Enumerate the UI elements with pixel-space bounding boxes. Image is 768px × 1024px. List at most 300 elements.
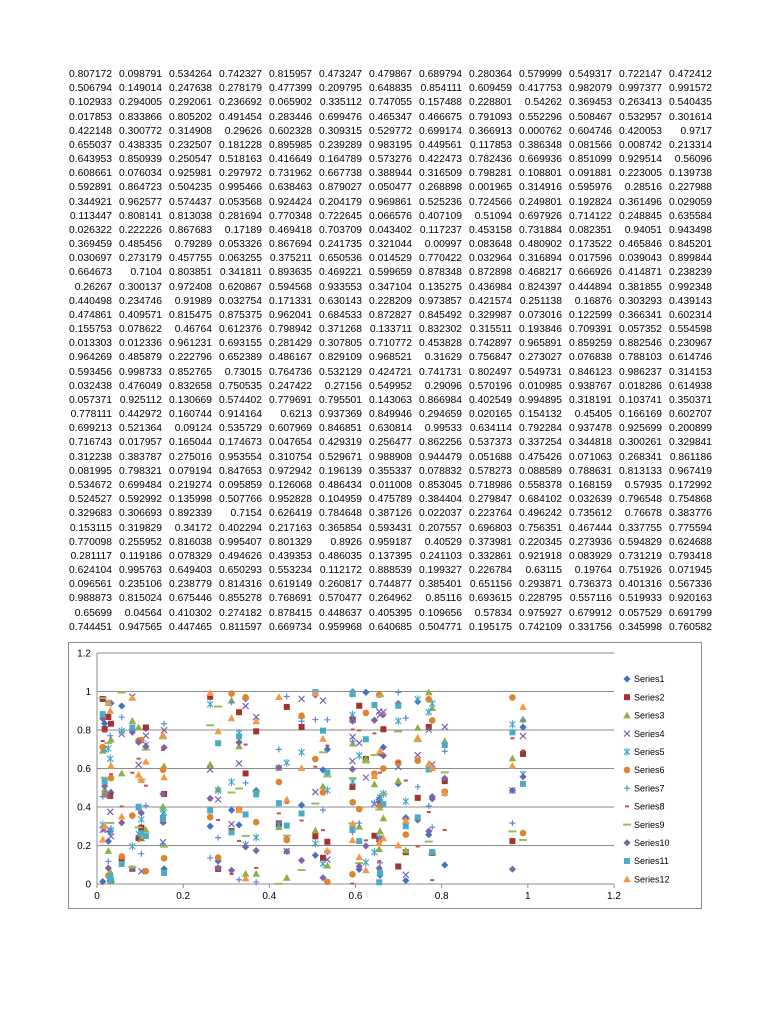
table-cell: 0.29626 xyxy=(224,125,262,137)
table-cell: 0.247638 xyxy=(169,83,212,95)
table-cell: 0.447465 xyxy=(169,621,212,633)
table-cell: 0.864723 xyxy=(119,182,162,194)
table-cell: 0.436984 xyxy=(469,281,512,293)
table-cell: 0.157488 xyxy=(419,97,462,109)
table-cell: 0.081995 xyxy=(69,465,112,477)
table-cell: 0.369453 xyxy=(569,97,612,109)
table-cell: 0.808141 xyxy=(119,210,162,222)
table-cell: 0.961231 xyxy=(169,338,212,350)
table-cell: 0.307805 xyxy=(319,338,362,350)
table-cell: 0.99533 xyxy=(424,423,462,435)
data-point xyxy=(429,717,436,724)
x-tick-label: 0.4 xyxy=(262,891,277,902)
table-cell: 0.595976 xyxy=(569,182,612,194)
table-cell: 0.959968 xyxy=(319,621,362,633)
data-point xyxy=(356,838,362,844)
table-cell: 0.083929 xyxy=(569,550,612,562)
data-point xyxy=(320,728,326,734)
table-cell: 0.332861 xyxy=(469,550,512,562)
table-cell: 0.814316 xyxy=(219,579,262,591)
table-cell: 0.065902 xyxy=(269,97,312,109)
legend-label: Series8 xyxy=(634,801,665,812)
data-point xyxy=(100,711,106,717)
table-cell: 0.350371 xyxy=(669,394,712,406)
table-row xyxy=(68,621,712,635)
table-cell: 0.697926 xyxy=(519,210,562,222)
data-point xyxy=(252,717,260,724)
table-cell: 0.388944 xyxy=(369,168,412,180)
table-cell: 0.741731 xyxy=(419,366,462,378)
table-cell: 0.34172 xyxy=(174,522,212,534)
data-point xyxy=(349,766,356,773)
table-cell: 0.872898 xyxy=(469,267,512,279)
data-point xyxy=(284,759,290,767)
table-cell: 0.209795 xyxy=(319,83,362,95)
data-point xyxy=(228,690,235,697)
table-cell: 0.453828 xyxy=(419,338,462,350)
table-cell: 0.228209 xyxy=(369,295,412,307)
data-point xyxy=(394,777,402,784)
table-cell: 0.030697 xyxy=(69,253,112,265)
legend-label: Series5 xyxy=(634,747,665,757)
table-cell: 0.329841 xyxy=(669,437,712,449)
y-tick-label: 0.6 xyxy=(77,764,91,775)
table-cell: 0.964269 xyxy=(69,352,112,364)
data-point xyxy=(108,721,114,727)
table-cell: 0.724566 xyxy=(469,196,512,208)
data-point xyxy=(312,789,318,795)
table-cell: 0.135275 xyxy=(419,281,462,293)
table-cell: 0.570477 xyxy=(319,593,362,605)
table-cell: 0.113447 xyxy=(69,210,112,222)
table-cell: 0.878415 xyxy=(269,607,312,619)
data-point xyxy=(135,771,143,778)
table-cell: 0.383787 xyxy=(119,451,162,463)
table-cell: 0.862256 xyxy=(419,437,462,449)
y-tick-label: 1 xyxy=(85,687,91,698)
table-cell: 0.534672 xyxy=(69,479,112,491)
table-cell: 0.207557 xyxy=(419,522,462,534)
table-cell: 0.895985 xyxy=(269,139,312,151)
table-cell: 0.861186 xyxy=(669,451,712,463)
table-cell: 0.554598 xyxy=(669,324,712,336)
table-cell: 0.083648 xyxy=(469,239,512,251)
table-cell: 0.959187 xyxy=(369,536,412,548)
table-row xyxy=(68,451,712,465)
table-cell: 0.279847 xyxy=(469,494,512,506)
table-cell: 0.975927 xyxy=(519,607,562,619)
table-cell: 0.578273 xyxy=(469,465,512,477)
table-cell: 0.248845 xyxy=(619,210,662,222)
table-cell: 0.982079 xyxy=(569,83,612,95)
table-cell: 0.409571 xyxy=(119,309,162,321)
legend-label: Series7 xyxy=(634,783,665,794)
table-row xyxy=(68,96,712,110)
table-cell: 0.444894 xyxy=(569,281,612,293)
table-cell: 0.236692 xyxy=(219,97,262,109)
table-cell: 0.010985 xyxy=(519,380,562,392)
table-cell: 0.344818 xyxy=(569,437,612,449)
data-point xyxy=(108,877,114,883)
table-cell: 0.630814 xyxy=(369,423,412,435)
table-cell: 0.429319 xyxy=(319,437,362,449)
data-point xyxy=(395,717,401,725)
table-row xyxy=(68,224,712,238)
table-row xyxy=(68,323,712,337)
data-point xyxy=(160,766,167,773)
data-point xyxy=(215,796,221,802)
table-cell: 0.614938 xyxy=(669,380,712,392)
table-cell: 0.815024 xyxy=(119,593,162,605)
data-point xyxy=(442,742,448,748)
table-cell: 0.867694 xyxy=(269,239,312,251)
table-cell: 0.316509 xyxy=(419,168,462,180)
legend-marker xyxy=(624,694,630,700)
y-tick-label: 0.2 xyxy=(77,841,91,852)
table-cell: 0.735612 xyxy=(569,508,612,520)
table-cell: 0.878348 xyxy=(419,267,462,279)
table-cell: 0.770348 xyxy=(269,210,312,222)
table-cell: 0.303293 xyxy=(619,295,662,307)
table-cell: 0.053326 xyxy=(219,239,262,251)
table-cell: 0.00997 xyxy=(424,239,462,251)
table-cell: 0.108801 xyxy=(519,168,562,180)
table-cell: 0.650293 xyxy=(219,565,262,577)
table-cell: 0.117237 xyxy=(419,224,462,236)
data-point xyxy=(253,847,260,854)
table-cell: 0.85116 xyxy=(425,593,462,605)
data-point xyxy=(207,807,213,813)
legend-label: Series3 xyxy=(634,710,665,721)
table-cell: 0.032964 xyxy=(469,253,512,265)
table-cell: 0.750535 xyxy=(219,380,262,392)
table-cell: 0.829109 xyxy=(319,352,362,364)
table-cell: 0.952828 xyxy=(269,494,312,506)
table-cell: 0.79289 xyxy=(174,239,212,251)
table-cell: 0.217163 xyxy=(269,522,312,534)
table-cell: 0.457755 xyxy=(169,253,212,265)
table-cell: 0.968521 xyxy=(369,352,412,364)
table-cell: 0.594568 xyxy=(269,281,312,293)
legend-marker xyxy=(624,785,630,791)
table-cell: 0.280364 xyxy=(469,69,512,80)
data-point xyxy=(509,729,515,735)
table-cell: 0.635584 xyxy=(669,210,712,222)
table-cell: 0.557116 xyxy=(569,593,612,605)
data-point xyxy=(520,751,526,757)
table-cell: 0.104959 xyxy=(319,494,362,506)
table-cell: 0.573276 xyxy=(369,154,412,166)
table-cell: 0.805202 xyxy=(169,111,212,123)
table-cell: 0.699476 xyxy=(319,111,362,123)
table-cell: 0.153115 xyxy=(69,522,112,534)
table-cell: 0.962041 xyxy=(269,309,312,321)
table-cell: 0.650536 xyxy=(319,253,362,265)
table-cell: 0.938767 xyxy=(569,380,612,392)
data-point xyxy=(99,836,107,843)
table-row xyxy=(68,592,712,606)
table-cell: 0.567336 xyxy=(669,579,712,591)
table-cell: 0.347104 xyxy=(369,281,412,293)
table-cell: 0.997377 xyxy=(619,83,662,95)
table-cell: 0.440498 xyxy=(69,295,112,307)
table-cell: 0.165044 xyxy=(169,437,212,449)
table-cell: 0.722645 xyxy=(319,210,362,222)
table-cell: 0.220345 xyxy=(519,536,562,548)
table-cell: 0.998733 xyxy=(119,366,162,378)
table-cell: 0.788103 xyxy=(619,352,662,364)
data-point xyxy=(105,847,113,854)
table-cell: 0.166169 xyxy=(619,409,662,421)
data-table xyxy=(68,68,712,635)
data-point xyxy=(371,800,377,806)
table-cell: 0.250547 xyxy=(169,154,212,166)
table-cell: 0.174673 xyxy=(219,437,262,449)
table-cell: 0.508467 xyxy=(569,111,612,123)
data-point xyxy=(299,696,305,702)
y-tick-label: 1.2 xyxy=(77,648,91,660)
table-cell: 0.801329 xyxy=(269,536,312,548)
data-point xyxy=(520,781,526,787)
table-cell: 0.693155 xyxy=(219,338,262,350)
data-point xyxy=(519,773,526,780)
table-cell: 0.213314 xyxy=(669,139,712,151)
table-cell: 0.149014 xyxy=(119,83,162,95)
table-cell: 0.693615 xyxy=(469,593,512,605)
table-cell: 0.402549 xyxy=(469,394,512,406)
table-cell: 0.469221 xyxy=(319,267,362,279)
table-cell: 0.309315 xyxy=(319,125,362,137)
table-cell: 0.082351 xyxy=(569,224,612,236)
table-cell: 0.17189 xyxy=(224,224,262,236)
table-cell: 0.768691 xyxy=(269,593,312,605)
table-cell: 0.386348 xyxy=(519,139,562,151)
table-row xyxy=(68,607,712,621)
table-cell: 0.091881 xyxy=(569,168,612,180)
table-cell: 0.854111 xyxy=(420,83,462,95)
table-cell: 0.924424 xyxy=(269,196,312,208)
legend-marker xyxy=(624,731,630,737)
data-point xyxy=(415,795,421,801)
table-cell: 0.709391 xyxy=(569,324,612,336)
data-point xyxy=(380,765,387,772)
x-tick-label: 0.8 xyxy=(434,891,449,902)
table-cell: 0.866984 xyxy=(419,394,462,406)
data-point xyxy=(298,764,306,771)
table-cell: 0.247422 xyxy=(269,380,312,392)
table-cell: 0.306693 xyxy=(119,508,162,520)
table-cell: 0.893635 xyxy=(269,267,312,279)
table-cell: 0.535729 xyxy=(219,423,262,435)
table-cell: 0.859259 xyxy=(569,338,612,350)
table-cell: 0.491454 xyxy=(219,111,262,123)
table-cell: 0.994895 xyxy=(519,394,562,406)
table-cell: 0.31629 xyxy=(424,352,462,364)
table-row xyxy=(68,436,712,450)
table-cell: 0.294005 xyxy=(119,97,162,109)
data-point xyxy=(236,709,242,715)
table-cell: 0.000762 xyxy=(519,125,562,137)
data-point xyxy=(207,814,214,821)
table-cell: 0.281429 xyxy=(269,338,312,350)
table-cell: 0.375211 xyxy=(269,253,312,265)
table-row xyxy=(68,493,712,507)
table-cell: 0.792284 xyxy=(519,423,562,435)
table-cell: 0.011008 xyxy=(369,479,412,491)
table-row xyxy=(68,380,712,394)
table-cell: 0.57935 xyxy=(624,479,662,491)
table-cell: 0.972408 xyxy=(169,281,212,293)
data-point xyxy=(236,877,242,883)
data-point xyxy=(362,842,369,849)
table-cell: 0.40529 xyxy=(424,536,462,548)
table-cell: 0.238779 xyxy=(169,579,212,591)
table-row xyxy=(68,167,712,181)
table-cell: 0.249801 xyxy=(519,196,562,208)
series-series12 xyxy=(99,689,527,881)
table-cell: 0.230967 xyxy=(669,338,712,350)
table-cell: 0.45405 xyxy=(574,409,612,421)
data-point xyxy=(403,797,409,805)
table-cell: 0.8926 xyxy=(330,536,362,548)
legend-marker xyxy=(624,767,631,774)
table-cell: 0.199327 xyxy=(419,565,462,577)
table-cell: 0.051688 xyxy=(469,451,512,463)
data-point xyxy=(324,769,330,775)
data-point xyxy=(118,813,126,820)
table-cell: 0.373981 xyxy=(469,536,512,548)
table-cell: 0.017853 xyxy=(69,111,112,123)
table-cell: 0.476049 xyxy=(119,380,162,392)
table-cell: 0.537373 xyxy=(469,437,512,449)
table-cell: 0.494626 xyxy=(219,550,262,562)
table-cell: 0.574402 xyxy=(219,394,262,406)
data-point xyxy=(143,868,150,875)
data-point xyxy=(349,799,356,806)
table-cell: 0.407109 xyxy=(419,210,462,222)
table-cell: 0.273936 xyxy=(569,536,612,548)
table-row xyxy=(68,366,712,380)
data-point xyxy=(509,762,517,769)
table-cell: 0.813133 xyxy=(619,465,662,477)
table-cell: 0.314916 xyxy=(519,182,562,194)
table-cell: 0.314908 xyxy=(169,125,212,137)
data-point xyxy=(243,811,249,817)
table-cell: 0.297972 xyxy=(219,168,262,180)
table-cell: 0.684102 xyxy=(519,494,562,506)
table-row xyxy=(68,82,712,96)
table-cell: 0.524527 xyxy=(69,494,112,506)
table-cell: 0.387126 xyxy=(369,508,412,520)
table-cell: 0.742897 xyxy=(469,338,512,350)
table-cell: 0.832302 xyxy=(419,324,462,336)
table-cell: 0.319829 xyxy=(119,522,162,534)
data-point xyxy=(356,703,362,709)
table-row xyxy=(68,522,712,536)
data-point xyxy=(349,826,355,832)
table-cell: 0.238239 xyxy=(669,267,712,279)
table-cell: 0.710772 xyxy=(369,338,412,350)
data-point xyxy=(207,823,214,830)
data-point xyxy=(362,866,370,873)
data-point xyxy=(371,702,377,708)
data-point xyxy=(135,723,143,730)
table-row xyxy=(68,125,712,139)
table-cell: 0.608661 xyxy=(69,168,112,180)
table-cell: 0.228795 xyxy=(519,593,562,605)
legend-label: Series4 xyxy=(634,728,665,739)
table-cell: 0.222226 xyxy=(119,224,162,236)
data-point xyxy=(362,689,369,696)
table-cell: 0.168159 xyxy=(569,479,612,491)
data-point xyxy=(414,724,422,731)
table-cell: 0.300261 xyxy=(619,437,662,449)
table-cell: 0.234746 xyxy=(119,295,162,307)
data-point xyxy=(312,833,318,839)
chart-svg xyxy=(69,643,701,908)
data-point xyxy=(380,801,386,807)
table-row xyxy=(68,507,712,521)
table-cell: 0.473247 xyxy=(319,69,362,80)
table-cell: 0.401316 xyxy=(619,579,662,591)
data-point xyxy=(229,699,235,705)
table-cell: 0.770422 xyxy=(419,253,462,265)
table-cell: 0.651156 xyxy=(469,579,512,591)
table-cell: 0.56096 xyxy=(674,154,712,166)
table-cell: 0.193846 xyxy=(519,324,562,336)
table-cell: 0.640685 xyxy=(369,621,412,633)
table-cell: 0.986237 xyxy=(619,366,662,378)
table-cell: 0.813038 xyxy=(169,210,212,222)
table-cell: 0.620867 xyxy=(219,281,262,293)
table-cell: 0.057529 xyxy=(619,607,662,619)
table-cell: 0.196139 xyxy=(319,465,362,477)
table-cell: 0.135998 xyxy=(169,494,212,506)
table-cell: 0.260817 xyxy=(319,579,362,591)
table-cell: 0.76678 xyxy=(624,508,662,520)
table-row xyxy=(68,181,712,195)
table-cell: 0.385401 xyxy=(419,579,462,591)
table-cell: 0.076034 xyxy=(119,168,162,180)
table-cell: 0.995763 xyxy=(119,565,162,577)
table-cell: 0.744451 xyxy=(69,621,112,633)
table-cell: 0.417753 xyxy=(519,83,562,95)
table-cell: 0.669734 xyxy=(269,621,312,633)
data-point xyxy=(129,724,135,730)
data-point xyxy=(99,744,106,751)
table-cell: 0.992348 xyxy=(669,281,712,293)
table-cell: 0.852765 xyxy=(169,366,212,378)
table-cell: 0.504771 xyxy=(419,621,462,633)
data-point xyxy=(402,831,409,838)
table-cell: 0.803851 xyxy=(169,267,212,279)
table-cell: 0.071945 xyxy=(669,565,712,577)
table-cell: 0.630143 xyxy=(319,295,362,307)
table-cell: 0.6213 xyxy=(280,409,312,421)
table-cell: 0.937369 xyxy=(319,409,362,421)
data-point xyxy=(253,833,259,841)
table-cell: 0.664673 xyxy=(69,267,112,279)
table-cell: 0.301614 xyxy=(669,111,712,123)
table-cell: 0.274182 xyxy=(219,607,262,619)
data-point xyxy=(356,751,362,759)
data-point xyxy=(129,842,135,850)
data-point xyxy=(284,694,290,700)
table-cell: 0.888539 xyxy=(369,565,412,577)
table-cell: 0.228801 xyxy=(469,97,512,109)
table-cell: 0.29096 xyxy=(424,380,462,392)
table-row xyxy=(68,479,712,493)
